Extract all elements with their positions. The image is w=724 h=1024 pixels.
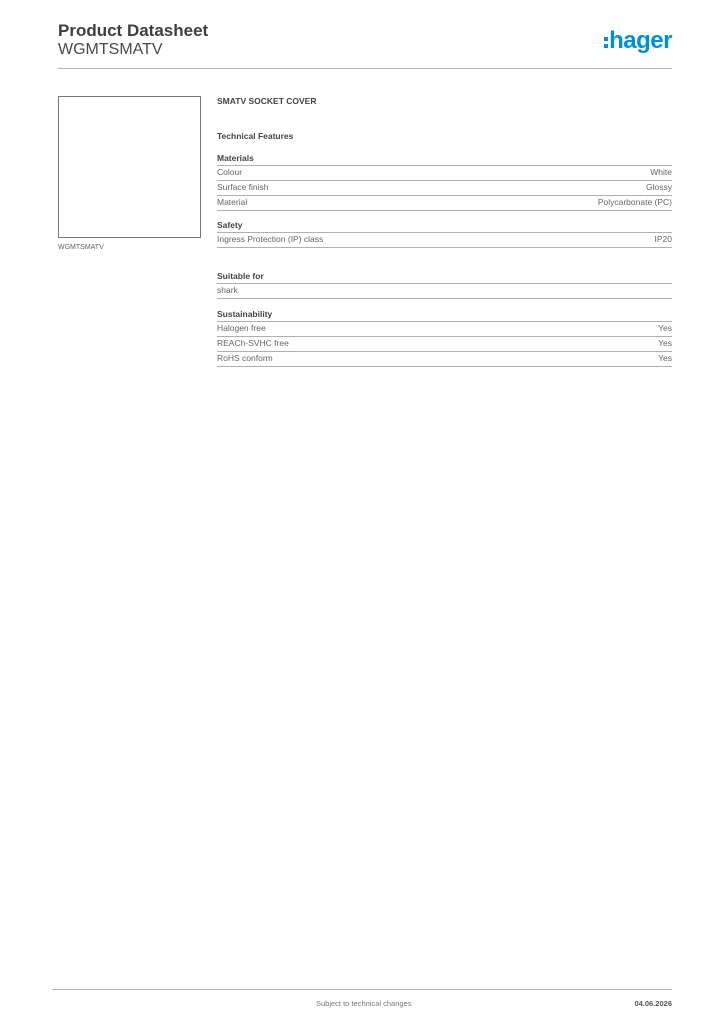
spec-value: Yes <box>658 353 672 363</box>
spec-row <box>217 181 672 196</box>
technical-features-heading: Technical Features <box>217 131 294 141</box>
spec-value: Polycarbonate (PC) <box>597 197 672 207</box>
spec-value: Glossy <box>646 182 672 192</box>
spec-row <box>217 166 672 181</box>
product-image-caption: WGMTSMATV <box>58 244 104 251</box>
spec-label: Ingress Protection (IP) class <box>217 234 324 244</box>
section-materials <box>217 153 672 211</box>
footer-date: 04.06.2026 <box>634 999 672 1008</box>
product-name: SMATV SOCKET COVER <box>217 96 317 106</box>
spec-row <box>217 196 672 211</box>
section-safety <box>217 220 672 248</box>
spec-label: shark <box>217 285 238 295</box>
spec-row <box>217 322 672 337</box>
spec-value: Yes <box>658 323 672 333</box>
page-header <box>58 21 672 69</box>
product-details <box>217 96 672 367</box>
product-image-placeholder <box>58 96 201 238</box>
spec-row <box>217 352 672 367</box>
spec-row <box>217 337 672 352</box>
section-title-safety: Safety <box>217 220 672 233</box>
section-suitable-for <box>217 271 672 299</box>
hager-logo <box>604 29 672 53</box>
spec-row <box>217 233 672 248</box>
spec-label: REACh-SVHC free <box>217 338 289 348</box>
spec-label: RoHS conform <box>217 353 273 363</box>
spec-label: Colour <box>217 167 243 177</box>
footer-note: Subject to technical changes <box>316 999 412 1008</box>
section-title-materials: Materials <box>217 153 672 166</box>
section-title-sustainability: Sustainability <box>217 309 672 322</box>
spec-label: Material <box>217 197 248 207</box>
spec-value: IP20 <box>654 234 672 244</box>
spec-value: Yes <box>658 338 672 348</box>
document-subtitle: WGMTSMATV <box>58 41 163 58</box>
logo-dots-icon <box>604 37 608 48</box>
logo-text: hager <box>609 27 672 54</box>
page-footer <box>52 989 672 1008</box>
section-title-suitable-for: Suitable for <box>217 271 672 284</box>
spec-value: White <box>650 167 672 177</box>
section-sustainability <box>217 309 672 367</box>
spec-row <box>217 284 672 299</box>
spec-label: Surface finish <box>217 182 269 192</box>
spec-label: Halogen free <box>217 323 266 333</box>
document-title: Product Datasheet <box>58 21 209 40</box>
